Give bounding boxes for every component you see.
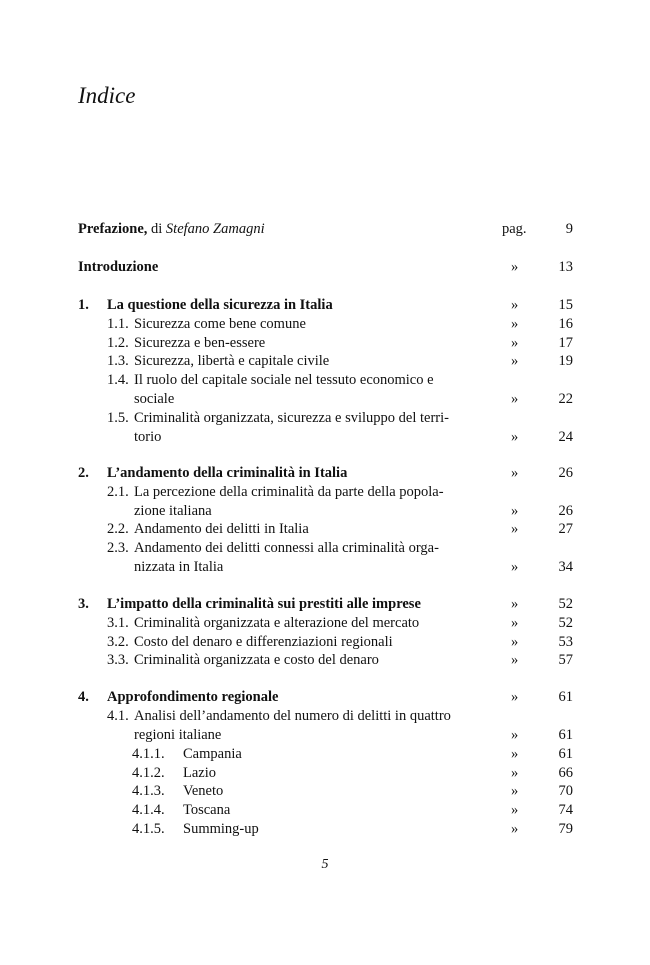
entry-title: Introduzione [78, 259, 159, 275]
ditto-mark: » [511, 559, 519, 575]
preface-by: di [151, 221, 163, 237]
page-number: 61 [558, 746, 573, 762]
toc-subsection-4-1-3[interactable] [78, 782, 575, 801]
ditto-mark: » [511, 652, 519, 668]
page-number: 17 [558, 335, 573, 351]
ditto-mark: » [511, 783, 519, 799]
section-number: 2.2. [107, 521, 129, 537]
page-number: 53 [558, 634, 573, 650]
ditto-mark: » [511, 765, 519, 781]
subsection-number: 4.1.1. [132, 746, 165, 762]
page-number: 52 [558, 596, 573, 612]
section-title-continuation: torio [134, 429, 162, 445]
chapter-number: 4. [78, 689, 89, 705]
page-number: 19 [558, 353, 573, 369]
toc-entry-introduction[interactable] [78, 258, 575, 277]
section-title: Analisi dell’andamento del numero di delitti in quattro [134, 708, 451, 724]
page-number: 26 [558, 503, 573, 519]
chapter-number: 2. [78, 465, 89, 481]
ditto-mark: » [511, 634, 519, 650]
page-number: 26 [558, 465, 573, 481]
subsection-title: Lazio [183, 765, 217, 781]
toc-section-1-3[interactable] [78, 352, 575, 371]
ditto-mark: » [511, 259, 519, 275]
toc-section-2-1-cont[interactable] [78, 502, 575, 521]
toc-section-1-2[interactable] [78, 334, 575, 353]
section-title: Criminalità organizzata e alterazione del mercato [134, 615, 420, 631]
ditto-mark: » [511, 802, 519, 818]
toc-subsection-4-1-1[interactable] [78, 745, 575, 764]
chapter-title: Approfondimento regionale [107, 689, 279, 705]
toc-chapter-3[interactable] [78, 595, 575, 614]
section-title: Criminalità organizzata e costo del denaro [134, 652, 379, 668]
page-number: 9 [565, 221, 573, 237]
page-number: 57 [558, 652, 573, 668]
section-number: 1.2. [107, 335, 129, 351]
page-number: 16 [558, 316, 573, 332]
page-number: 34 [558, 559, 573, 575]
chapter-number: 3. [78, 596, 89, 612]
ditto-mark: » [511, 316, 519, 332]
section-title: Sicurezza e ben-essere [134, 335, 266, 351]
subsection-number: 4.1.3. [132, 783, 165, 799]
section-number: 3.1. [107, 615, 129, 631]
page-number: 61 [558, 689, 573, 705]
ditto-mark: » [511, 391, 519, 407]
section-number: 4.1. [107, 708, 129, 724]
ditto-mark: » [511, 521, 519, 537]
page-number: 70 [558, 783, 573, 799]
toc-section-3-2[interactable] [78, 633, 575, 652]
preface-author: Stefano Zamagni [165, 221, 265, 237]
chapter-title: L’impatto della criminalità sui prestiti alle imprese [107, 596, 421, 612]
chapter-number: 1. [78, 297, 89, 313]
section-title: Il ruolo del capitale sociale nel tessuto economico e [134, 372, 434, 388]
ditto-mark: » [511, 821, 519, 837]
ditto-mark: » [511, 727, 519, 743]
toc-section-4-1-cont[interactable] [78, 726, 575, 745]
ditto-mark: » [511, 503, 519, 519]
page-number: 27 [558, 521, 573, 537]
ditto-mark: » [511, 746, 519, 762]
toc-subsection-4-1-5[interactable] [78, 820, 575, 839]
chapter-title: L’andamento della criminalità in Italia [107, 465, 348, 481]
ditto-mark: » [511, 353, 519, 369]
section-title-continuation: regioni italiane [134, 727, 222, 743]
subsection-number: 4.1.2. [132, 765, 165, 781]
page-number: 61 [558, 727, 573, 743]
toc-chapter-2[interactable] [78, 464, 575, 483]
page-number: 13 [558, 259, 573, 275]
section-number: 1.4. [107, 372, 129, 388]
ditto-mark: » [511, 689, 519, 705]
toc-section-2-2[interactable] [78, 520, 575, 539]
toc-section-3-1[interactable] [78, 614, 575, 633]
page-number: 15 [558, 297, 573, 313]
page-number: 79 [558, 821, 573, 837]
toc-section-2-3-cont[interactable] [78, 558, 575, 577]
section-title: Andamento dei delitti connessi alla criminalità orga- [134, 540, 439, 556]
toc-section-1-5-cont[interactable] [78, 428, 575, 447]
preface-label: Prefazione, [78, 221, 148, 237]
chapter-title: La questione della sicurezza in Italia [107, 297, 333, 313]
page-title: Indice [78, 83, 136, 109]
toc-chapter-1[interactable] [78, 296, 575, 315]
ditto-mark: » [511, 429, 519, 445]
subsection-title: Summing-up [183, 821, 259, 837]
subsection-title: Toscana [183, 802, 231, 818]
section-title-continuation: zione italiana [134, 503, 212, 519]
toc-section-1-4-cont[interactable] [78, 390, 575, 409]
toc-section-3-3[interactable] [78, 651, 575, 670]
ditto-mark: » [511, 335, 519, 351]
section-number: 1.5. [107, 410, 129, 426]
page-number: 22 [558, 391, 573, 407]
page-number: 52 [558, 615, 573, 631]
section-number: 3.2. [107, 634, 129, 650]
section-title-continuation: nizzata in Italia [134, 559, 224, 575]
section-title-continuation: sociale [134, 391, 175, 407]
toc-section-1-5[interactable] [78, 409, 575, 428]
toc-subsection-4-1-2[interactable] [78, 764, 575, 783]
toc-section-4-1[interactable] [78, 707, 575, 726]
section-title: La percezione della criminalità da parte della popola- [134, 484, 444, 500]
section-number: 1.1. [107, 316, 129, 332]
ditto-mark: » [511, 297, 519, 313]
section-title: Sicurezza, libertà e capitale civile [134, 353, 330, 369]
toc-section-1-4[interactable] [78, 371, 575, 390]
toc-entry-preface[interactable] [78, 220, 575, 239]
section-title: Andamento dei delitti in Italia [134, 521, 309, 537]
section-title: Costo del denaro e differenziazioni regionali [134, 634, 393, 650]
toc-chapter-4[interactable] [78, 688, 575, 707]
footer-page-number: 5 [321, 857, 329, 872]
toc-subsection-4-1-4[interactable] [78, 801, 575, 820]
section-title: Sicurezza come bene comune [134, 316, 306, 332]
section-title: Criminalità organizzata, sicurezza e sviluppo del terri- [134, 410, 449, 426]
toc-section-1-1[interactable] [78, 315, 575, 334]
section-number: 1.3. [107, 353, 129, 369]
page-number: 66 [558, 765, 573, 781]
subsection-title: Veneto [183, 783, 224, 799]
pag-label: pag. [502, 221, 527, 237]
subsection-number: 4.1.4. [132, 802, 165, 818]
section-number: 2.1. [107, 484, 129, 500]
section-number: 2.3. [107, 540, 129, 556]
page-number: 74 [558, 802, 573, 818]
toc-section-2-3[interactable] [78, 539, 575, 558]
subsection-title: Campania [183, 746, 242, 762]
section-number: 3.3. [107, 652, 129, 668]
subsection-number: 4.1.5. [132, 821, 165, 837]
ditto-mark: » [511, 615, 519, 631]
page-number: 24 [558, 429, 573, 445]
ditto-mark: » [511, 596, 519, 612]
toc-section-2-1[interactable] [78, 483, 575, 502]
ditto-mark: » [511, 465, 519, 481]
